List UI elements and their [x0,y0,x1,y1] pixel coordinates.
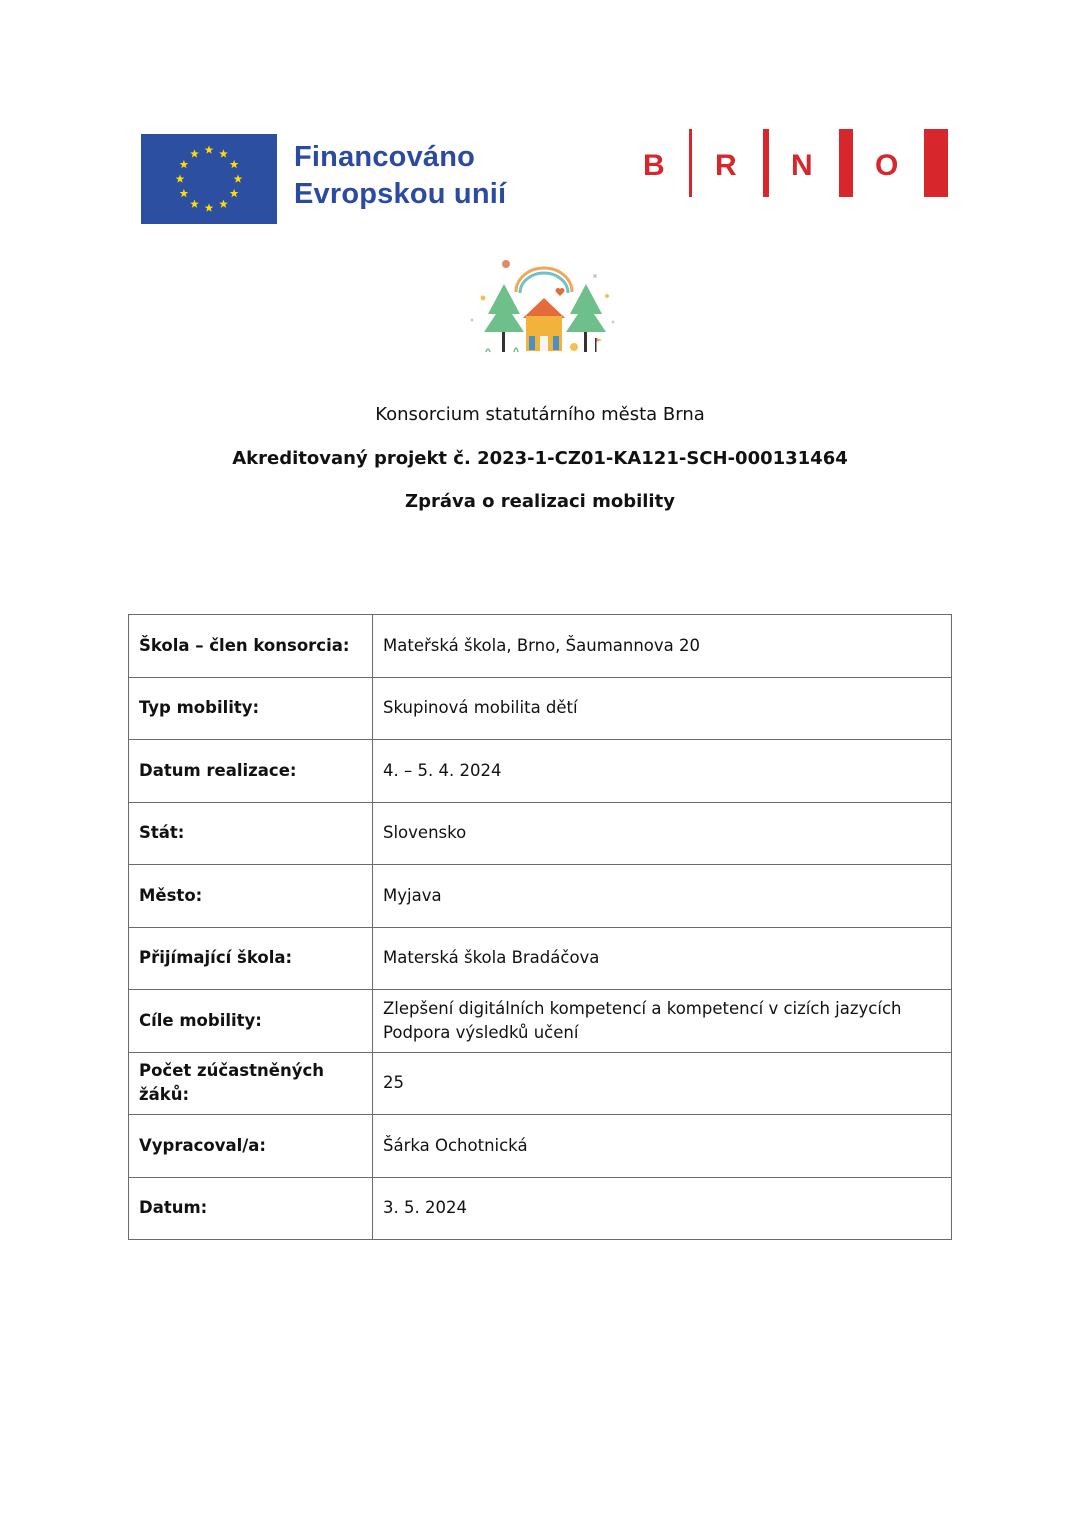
row-value [373,1177,952,1240]
brno-bar-4 [924,129,948,197]
row-value-line: Myjava [383,885,442,905]
row-label: Počet zúčastněných žáků: [129,1052,373,1115]
brno-letter-b: B [643,149,665,182]
brno-bar-1 [689,129,692,197]
row-value [373,927,952,990]
row-label: Datum: [129,1177,373,1240]
row-value [373,802,952,865]
project-number: Akreditovaný projekt č. 2023-1-CZ01-KA121-SCH-000131464 [232,448,848,469]
table-row [129,1177,952,1240]
row-value-line: Materská škola Bradáčova [383,948,600,968]
row-value-line: Zlepšení digitálních kompetencí a kompetencí v cizích jazycích [383,998,902,1018]
row-value-line: Slovensko [383,823,467,843]
row-label: Město: [129,865,373,928]
table-row [129,802,952,865]
row-label: Vypracoval/a: [129,1115,373,1178]
row-label: Škola – člen konsorcia: [129,615,373,678]
consortium-title: Konsorcium statutárního města Brna [375,404,705,425]
eu-text-line1: Financováno [294,141,476,173]
row-label: Datum realizace: [129,740,373,803]
eu-text-line2: Evropskou unií [294,178,507,210]
row-label: Typ mobility: [129,677,373,740]
brno-bar-3 [839,129,853,197]
row-value-line: 3. 5. 2024 [383,1198,467,1218]
mobility-info-table-body [129,615,952,1240]
table-row [129,740,952,803]
brno-letter-o: O [875,149,899,182]
row-label: Cíle mobility: [129,990,373,1053]
brno-letter-r: R [715,149,737,182]
row-value [373,740,952,803]
table-row [129,1052,952,1115]
row-value-line: 25 [383,1073,404,1093]
mobility-info-table [128,614,952,1240]
row-label: Stát: [129,802,373,865]
row-value [373,615,952,678]
row-value-line: 4. – 5. 4. 2024 [383,760,502,780]
row-value [373,677,952,740]
kindergarten-house-icon [468,256,616,358]
brno-logo [640,128,950,200]
row-label: Přijímající škola: [129,927,373,990]
row-value-line: Podpora výsledků učení [383,1022,579,1042]
row-value [373,1115,952,1178]
row-value-line: Šárka Ochotnická [383,1135,528,1155]
row-value-line: Mateřská škola, Brno, Šaumannova 20 [383,635,701,655]
row-value [373,865,952,928]
table-row [129,677,952,740]
table-row [129,1115,952,1178]
row-value-line: Skupinová mobilita dětí [383,698,578,718]
table-row [129,615,952,678]
brno-bar-2 [763,129,769,197]
eu-funding-text [294,139,506,213]
table-row [129,990,952,1053]
table-row [129,927,952,990]
row-value [373,990,952,1053]
report-title: Zpráva o realizaci mobility [405,491,675,512]
eu-funding-logo [141,134,521,226]
brno-letter-n: N [791,149,813,182]
eu-flag-icon [141,134,277,224]
row-value [373,1052,952,1115]
table-row [129,865,952,928]
